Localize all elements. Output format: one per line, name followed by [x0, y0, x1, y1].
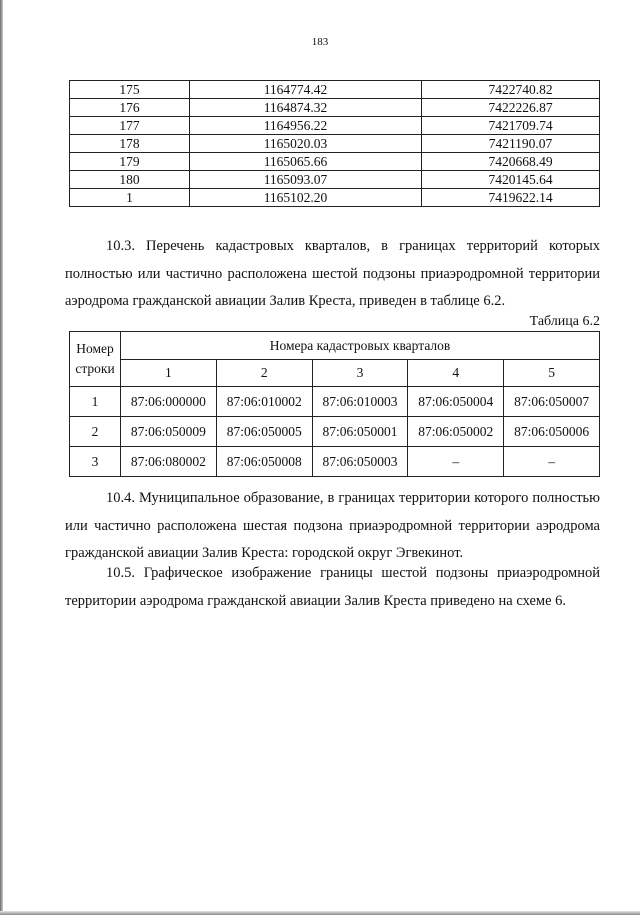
- paragraph-10-4-text: 10.4. Муниципальное образование, в границах территории которого полностью или частично расположена шестая подзона приаэродромной территории аэродрома гражданской авиации Залив Креста: городской округ Эгвекинот.: [65, 490, 600, 561]
- cadastral-group-header: Номера кадастровых кварталов: [121, 332, 600, 360]
- paragraph-10-5: [65, 560, 600, 615]
- column-number-header: 5: [504, 360, 600, 387]
- page-number: 183: [311, 36, 329, 48]
- scan-edge-bottom: [0, 911, 640, 915]
- cadastral-number-cell: –: [504, 447, 600, 477]
- table-row: [70, 81, 600, 99]
- row-number-cell: 1: [70, 387, 121, 417]
- cadastral-number-cell: 87:06:000000: [121, 387, 217, 417]
- cadastral-number-cell: 87:06:050009: [121, 417, 217, 447]
- table-caption: Таблица 6.2: [529, 314, 600, 329]
- column-number-header: 3: [312, 360, 408, 387]
- coordinates-table: [69, 80, 600, 207]
- y-coordinate-cell: 7422226.87: [422, 99, 600, 117]
- table-row: [70, 153, 600, 171]
- row-number-header-line-1: Номер: [76, 341, 114, 356]
- paragraph-10-4: [65, 485, 600, 568]
- cadastral-number-cell: 87:06:050002: [408, 417, 504, 447]
- cadastral-number-cell: 87:06:050005: [216, 417, 312, 447]
- paragraph-10-3: [65, 233, 600, 316]
- cadastral-number-cell: 87:06:050004: [408, 387, 504, 417]
- paragraph-10-5-text: 10.5. Графическое изображение границы шестой подзоны приаэродромной территории аэродрома гражданской авиации Залив Креста приведено на схеме 6.: [65, 565, 600, 609]
- paragraph-10-3-text: 10.3. Перечень кадастровых кварталов, в границах территорий которых полностью или частично расположена шестой подзоны приаэродромной территории аэродрома гражданской авиации Залив Креста, приведен в таблице 6.2.: [65, 238, 600, 309]
- x-coordinate-cell: 1165102.20: [190, 189, 422, 207]
- table-row: [70, 417, 600, 447]
- point-number-cell: 175: [70, 81, 190, 99]
- point-number-cell: 1: [70, 189, 190, 207]
- table-row: [70, 117, 600, 135]
- cadastral-number-cell: 87:06:050003: [312, 447, 408, 477]
- cadastral-number-cell: 87:06:080002: [121, 447, 217, 477]
- cadastral-quarters-table: [69, 331, 600, 477]
- cadastral-number-cell: 87:06:050006: [504, 417, 600, 447]
- cadastral-number-cell: 87:06:050007: [504, 387, 600, 417]
- x-coordinate-cell: 1164874.32: [190, 99, 422, 117]
- table-row: [70, 135, 600, 153]
- table-row: [70, 171, 600, 189]
- point-number-cell: 178: [70, 135, 190, 153]
- scan-edge-left: [0, 0, 3, 915]
- x-coordinate-cell: 1165093.07: [190, 171, 422, 189]
- y-coordinate-cell: 7421190.07: [422, 135, 600, 153]
- row-number-header: [70, 332, 121, 387]
- point-number-cell: 179: [70, 153, 190, 171]
- cadastral-number-cell: 87:06:010002: [216, 387, 312, 417]
- x-coordinate-cell: 1165020.03: [190, 135, 422, 153]
- column-number-header: 2: [216, 360, 312, 387]
- point-number-cell: 180: [70, 171, 190, 189]
- x-coordinate-cell: 1164956.22: [190, 117, 422, 135]
- cadastral-number-cell: 87:06:050001: [312, 417, 408, 447]
- cadastral-number-cell: 87:06:010003: [312, 387, 408, 417]
- y-coordinate-cell: 7419622.14: [422, 189, 600, 207]
- y-coordinate-cell: 7422740.82: [422, 81, 600, 99]
- column-number-header: 4: [408, 360, 504, 387]
- table-row: [70, 447, 600, 477]
- table-row: [70, 99, 600, 117]
- column-number-header: 1: [121, 360, 217, 387]
- table-row: [70, 387, 600, 417]
- y-coordinate-cell: 7421709.74: [422, 117, 600, 135]
- row-number-header-line-2: строки: [75, 361, 115, 376]
- table-row: [70, 189, 600, 207]
- y-coordinate-cell: 7420668.49: [422, 153, 600, 171]
- y-coordinate-cell: 7420145.64: [422, 171, 600, 189]
- cadastral-number-cell: 87:06:050008: [216, 447, 312, 477]
- row-number-cell: 3: [70, 447, 121, 477]
- point-number-cell: 176: [70, 99, 190, 117]
- point-number-cell: 177: [70, 117, 190, 135]
- x-coordinate-cell: 1164774.42: [190, 81, 422, 99]
- x-coordinate-cell: 1165065.66: [190, 153, 422, 171]
- row-number-cell: 2: [70, 417, 121, 447]
- cadastral-number-cell: –: [408, 447, 504, 477]
